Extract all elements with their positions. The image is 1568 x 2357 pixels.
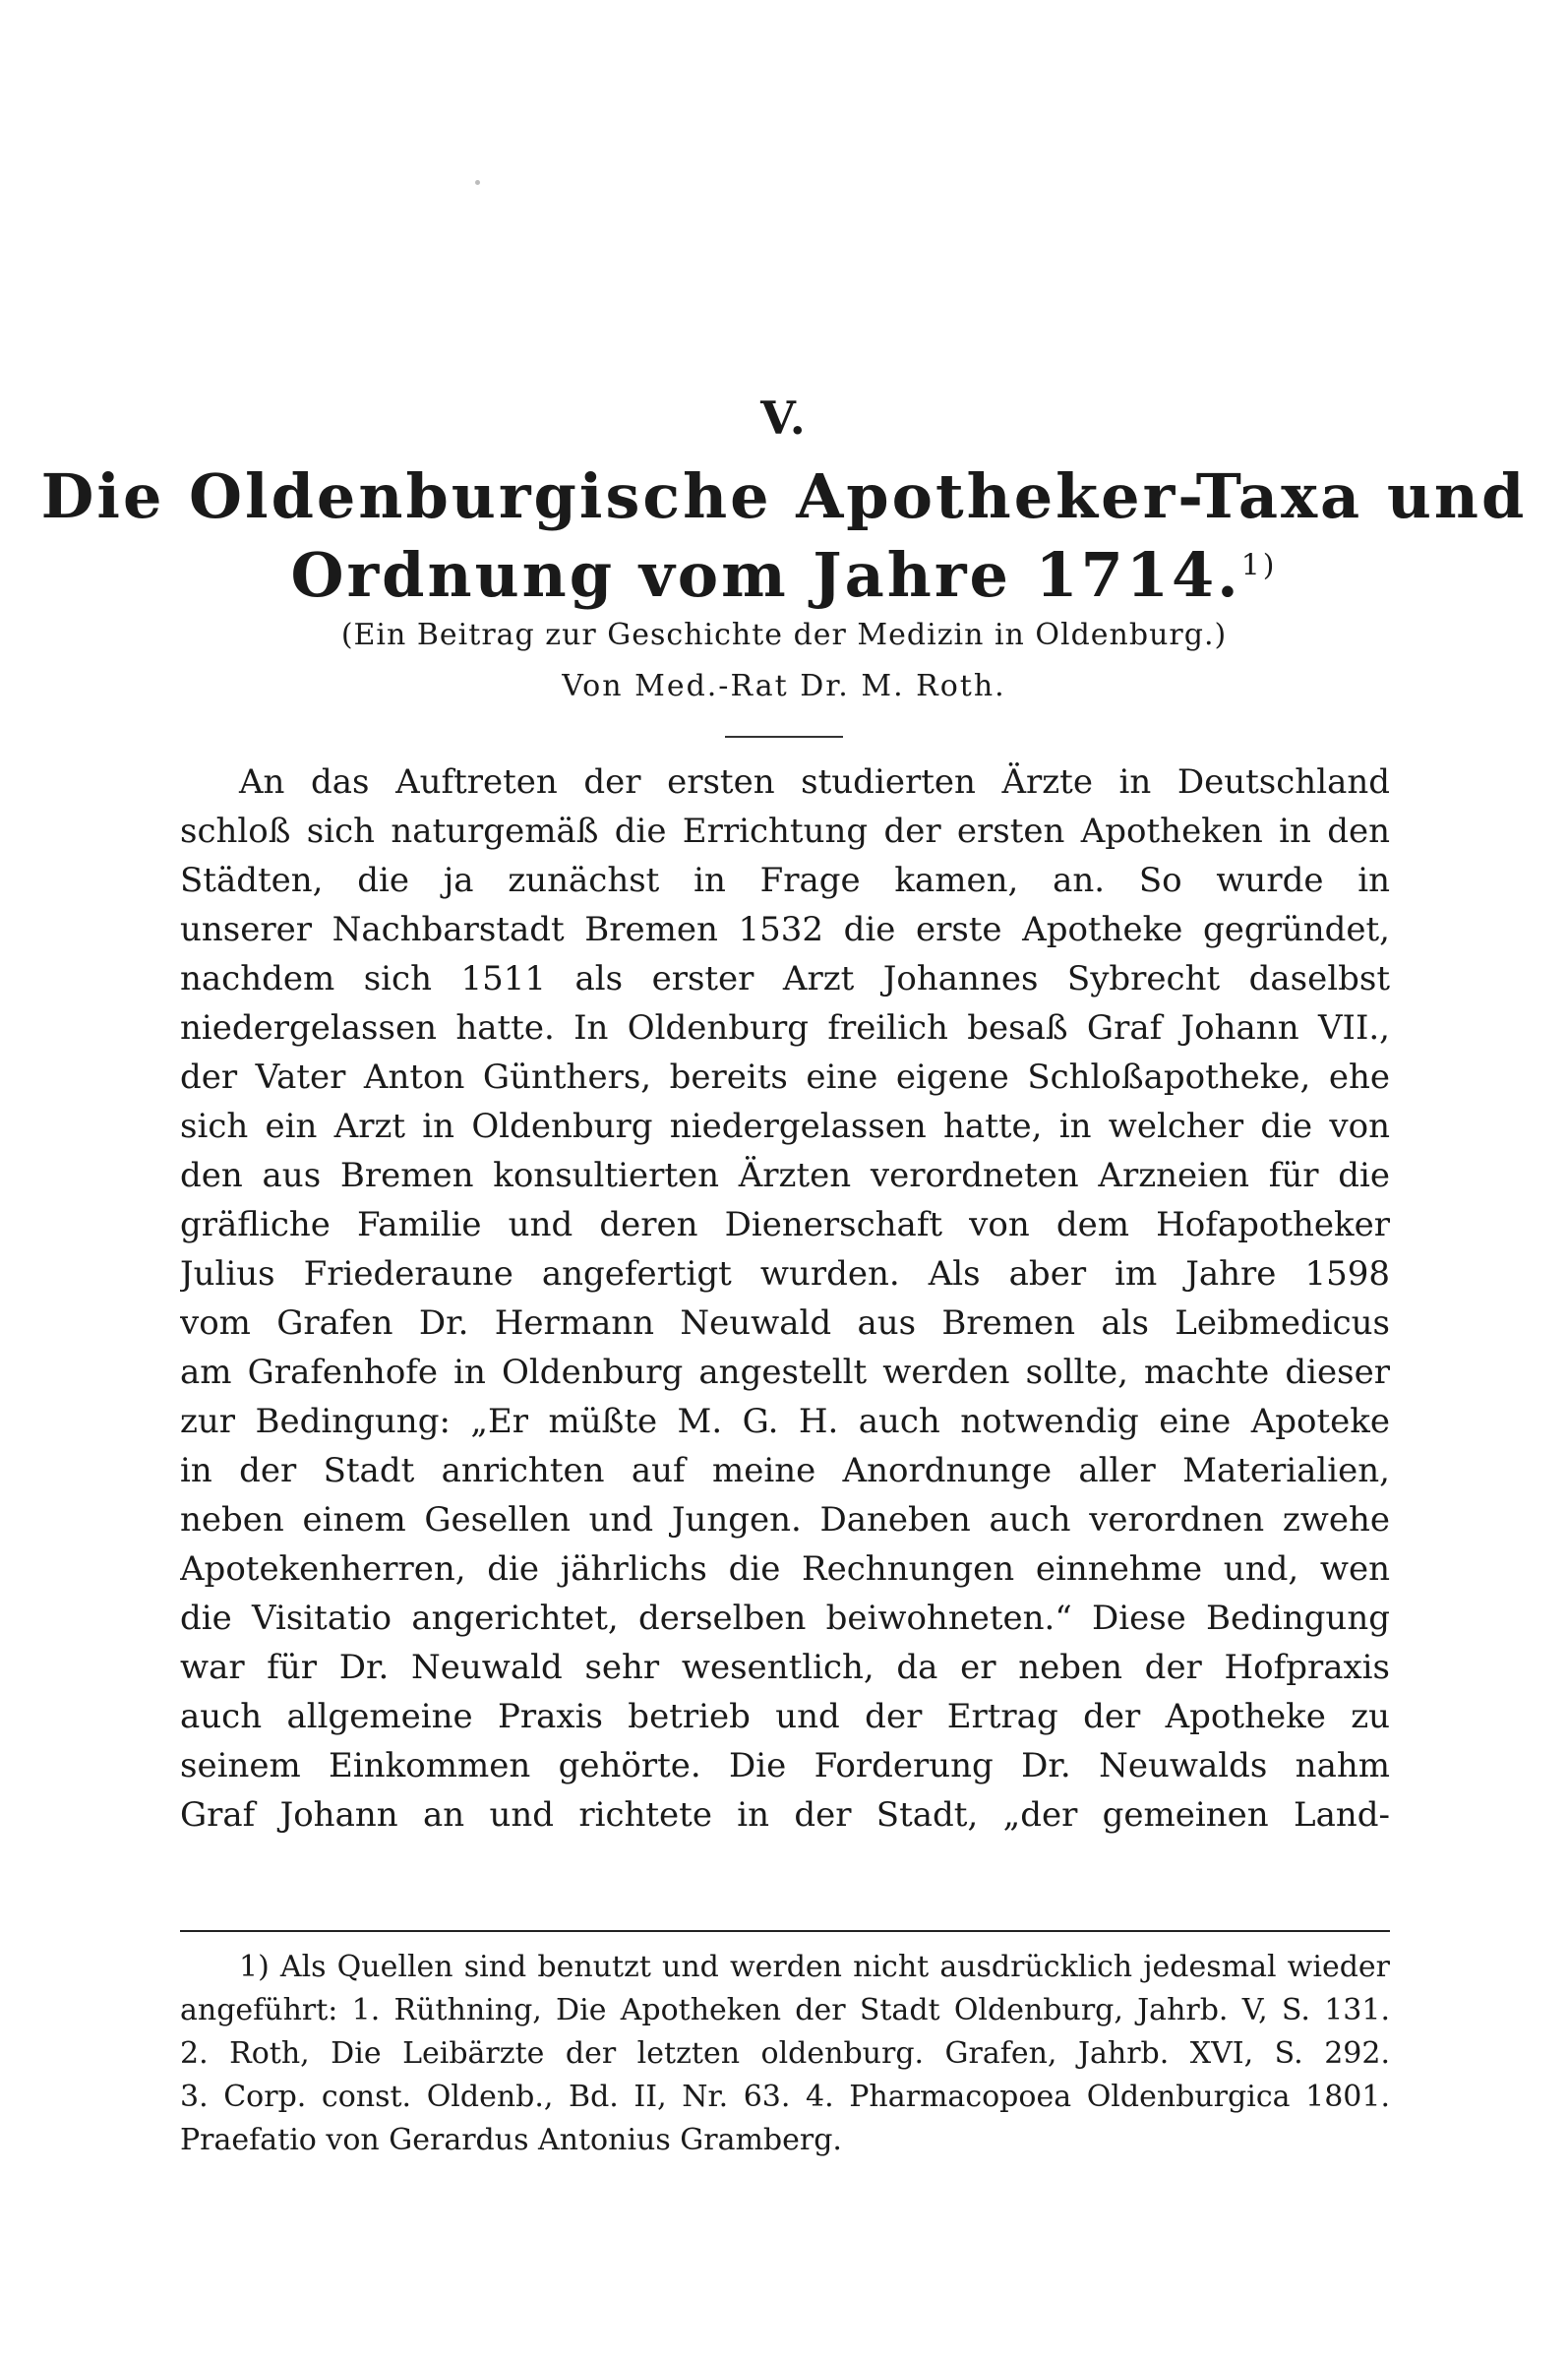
- body-line: Städten, die ja zunächst in Frage kamen, an. So wurde in: [180, 861, 1390, 900]
- footnote-line: 1) Als Quellen sind benutzt und werden nicht ausdrücklich jedesmal wieder: [239, 1950, 1390, 1984]
- body-line: Graf Johann an und richtete in der Stadt, „der gemeinen Land-: [180, 1795, 1390, 1835]
- footnote-line: 3. Corp. const. Oldenb., Bd. II, Nr. 63. 4. Pharmacopoea Oldenburgica 1801.: [180, 2080, 1390, 2114]
- body-line: An das Auftreten der ersten studierten Ärzte in Deutschland: [239, 762, 1390, 802]
- body-line: seinem Einkommen gehörte. Die Forderung Dr. Neuwalds nahm: [180, 1746, 1390, 1785]
- author-byline: Von Med.-Rat Dr. M. Roth.: [562, 669, 1006, 703]
- article-title-line-1: [0, 460, 1568, 532]
- body-line: nachdem sich 1511 als erster Arzt Johannes Sybrecht daselbst: [180, 959, 1390, 998]
- body-line: am Grafenhofe in Oldenburg angestellt werden sollte, machte dieser: [180, 1353, 1390, 1392]
- chapter-numeral: V.: [760, 392, 808, 445]
- body-line: die Visitatio angerichtet, derselben beiwohneten.“ Diese Bedingung: [180, 1599, 1390, 1638]
- title-text-2: Ordnung vom Jahre 1714.: [290, 539, 1241, 611]
- body-line: neben einem Gesellen und Jungen. Daneben auch verordnen zwehe: [180, 1500, 1390, 1540]
- body-line: Julius Friederaune angefertigt wurden. Als aber im Jahre 1598: [180, 1254, 1390, 1294]
- footnote-line: angeführt: 1. Rüthning, Die Apotheken der Stadt Oldenburg, Jahrb. V, S. 131.: [180, 1993, 1390, 2027]
- show-through-mark: [475, 180, 480, 185]
- body-line: in der Stadt anrichten auf meine Anordnunge aller Materialien,: [180, 1451, 1390, 1490]
- article-title-line-2: [0, 539, 1568, 611]
- body-line: vom Grafen Dr. Hermann Neuwald aus Bremen als Leibmedicus: [180, 1303, 1390, 1343]
- body-line: auch allgemeine Praxis betrieb und der Ertrag der Apotheke zu: [180, 1697, 1390, 1736]
- body-line: niedergelassen hatte. In Oldenburg freilich besaß Graf Johann VII.,: [180, 1008, 1390, 1048]
- footnote-reference: 1): [1240, 548, 1278, 583]
- body-line: sich ein Arzt in Oldenburg niedergelassen hatte, in welcher die von: [180, 1107, 1390, 1146]
- body-line: schloß sich naturgemäß die Errichtung der ersten Apotheken in den: [180, 812, 1390, 851]
- footnotes: [180, 1946, 1390, 2162]
- body-line: unserer Nachbarstadt Bremen 1532 die erste Apotheke gegründet,: [180, 910, 1390, 949]
- title-text-1: Die Oldenburgische Apotheker-Taxa und: [40, 460, 1528, 532]
- body-line: gräfliche Familie und deren Dienerschaft von dem Hofapotheker: [180, 1205, 1390, 1244]
- article-subtitle: (Ein Beitrag zur Geschichte der Medizin in Oldenburg.): [340, 618, 1228, 652]
- footnote-line: 2. Roth, Die Leibärzte der letzten oldenburg. Grafen, Jahrb. XVI, S. 292.: [180, 2036, 1390, 2071]
- section-divider: [725, 736, 843, 738]
- body-text: [180, 757, 1390, 1840]
- footnote-line: Praefatio von Gerardus Antonius Gramberg.: [180, 2123, 842, 2157]
- body-line: zur Bedingung: „Er müßte M. G. H. auch notwendig eine Apoteke: [180, 1402, 1390, 1441]
- body-line: war für Dr. Neuwald sehr wesentlich, da er neben der Hofpraxis: [180, 1648, 1390, 1687]
- footnote-divider: [180, 1930, 1390, 1932]
- body-line: der Vater Anton Günthers, bereits eine eigene Schloßapotheke, ehe: [180, 1058, 1390, 1097]
- body-line: den aus Bremen konsultierten Ärzten verordneten Arzneien für die: [180, 1156, 1390, 1195]
- body-line: Apotekenherren, die jährlichs die Rechnungen einnehme und, wen: [180, 1549, 1390, 1589]
